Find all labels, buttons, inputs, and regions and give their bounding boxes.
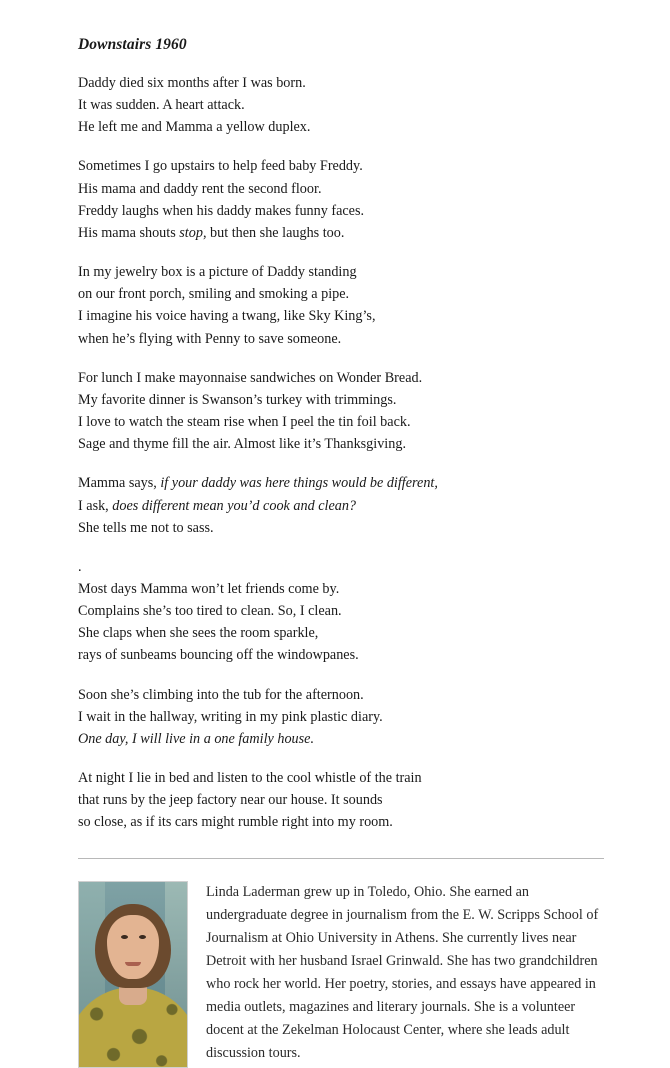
author-portrait-photo (78, 881, 188, 1068)
portrait-mouth (125, 962, 141, 966)
portrait-eye-right (139, 935, 146, 939)
poem-stanza (78, 767, 604, 833)
poem-emphasis: One day, I will live in a one family house. (78, 730, 315, 747)
poem-line: Complains she’s too tired to clean. So, I clean. (78, 603, 342, 620)
poem-stanza (78, 472, 604, 538)
page-title: Downstairs 1960 (78, 36, 187, 53)
poem-line: Sometimes I go upstairs to help feed baby Freddy. (78, 158, 363, 175)
poem-line: Freddy laughs when his daddy makes funny faces. (78, 202, 365, 219)
poem-stanza (78, 556, 604, 667)
poem-line: My favorite dinner is Swanson’s turkey with trimmings. (78, 391, 397, 408)
poem-line: It was sudden. A heart attack. (78, 97, 245, 114)
poem-line: so close, as if its cars might rumble right into my room. (78, 814, 393, 831)
author-bio-text: Linda Laderman grew up in Toledo, Ohio. She earned an undergraduate degree in journalism from the E. W. Scripps School of Journalism at Ohio University in Athens. She currently lives near Detroit with her husband Israel Grinwald. She has two grandchildren who rock her world. Her poetry, stories, and essays have appeared in media outlets, magazines and literary journals. She is a volunteer docent at the Zekelman Holocaust Center, where she leads adult discussion tours. (206, 883, 599, 1061)
poem-line: He left me and Mamma a yellow duplex. (78, 119, 311, 136)
poem-line: For lunch I make mayonnaise sandwiches on Wonder Bread. (78, 369, 423, 386)
poem-line: She tells me not to sass. (78, 519, 214, 536)
portrait-face (107, 915, 159, 979)
poem-line: In my jewelry box is a picture of Daddy standing (78, 264, 357, 281)
poem-text: I ask, (78, 497, 113, 514)
poem-line-mixed (78, 225, 344, 241)
poem-emphasis: does different mean you’d cook and clean? (112, 497, 357, 514)
poem-text: Mamma says, (78, 475, 161, 492)
poem-line: Most days Mamma won’t let friends come by. (78, 580, 340, 597)
poem-line: when he’s flying with Penny to save someone. (78, 330, 342, 347)
poem-line: I imagine his voice having a twang, like Sky King’s, (78, 308, 376, 325)
poem-line: She claps when she sees the room sparkle, (78, 625, 319, 642)
poem-line: At night I lie in bed and listen to the cool whistle of the train (78, 770, 422, 787)
poem-line: Soon she’s climbing into the tub for the afternoon. (78, 686, 364, 703)
poem-line: on our front porch, smiling and smoking a pipe. (78, 286, 350, 303)
poem-line: that runs by the jeep factory near our house. It sounds (78, 792, 383, 809)
poem-emphasis: stop (179, 224, 203, 241)
poem-line-mixed (78, 475, 438, 491)
poem-line-mixed (78, 498, 356, 514)
section-divider (78, 858, 604, 859)
poem-line: Sage and thyme fill the air. Almost like it’s Thanksgiving. (78, 436, 406, 453)
poem-emphasis: if your daddy was here things would be different, (160, 475, 438, 492)
poem-stanza (78, 155, 604, 244)
poem-line: Daddy died six months after I was born. (78, 75, 306, 91)
poem-text: His mama shouts (78, 224, 180, 241)
poem-stanza (78, 72, 604, 138)
poem-line: His mama and daddy rent the second floor. (78, 180, 322, 197)
poem-line: I love to watch the steam rise when I peel the tin foil back. (78, 414, 411, 431)
poem-stanza (78, 367, 604, 456)
author-bio (78, 881, 604, 1068)
poem-line: rays of sunbeams bouncing off the windowpanes. (78, 647, 359, 664)
portrait-eye-left (121, 935, 128, 939)
poem-stanza (78, 684, 604, 750)
poem-text: , but then she laughs too. (202, 224, 345, 241)
poem-line: I wait in the hallway, writing in my pink plastic diary. (78, 708, 383, 725)
poem-line: . (78, 558, 82, 575)
poem-stanza (78, 261, 604, 350)
